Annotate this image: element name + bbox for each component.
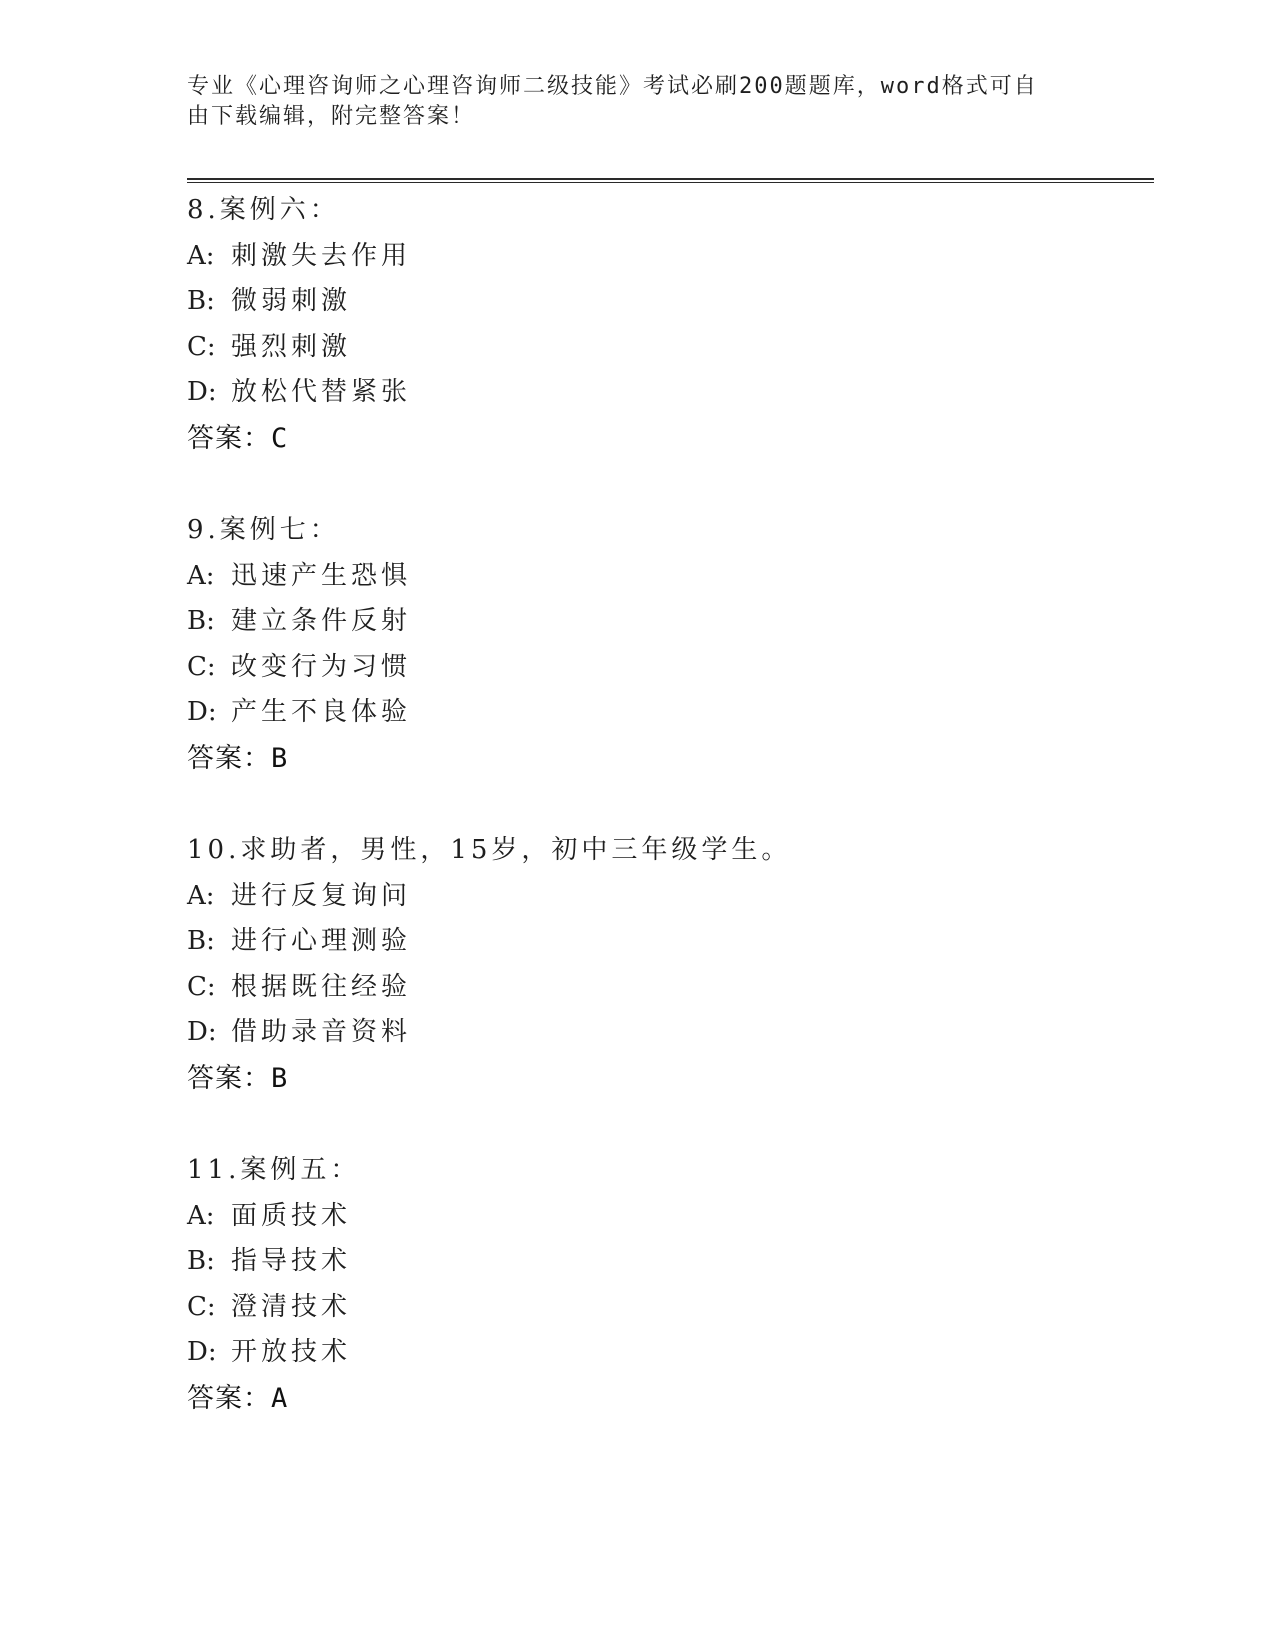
answer-value: B xyxy=(271,742,289,774)
question-item xyxy=(187,1148,1147,1421)
header-line-2: 由下载编辑，附完整答案！ xyxy=(187,104,476,129)
option-b xyxy=(187,279,1147,325)
option-letter: B: xyxy=(187,1246,215,1276)
answer-value: B xyxy=(271,1062,289,1094)
option-letter: D: xyxy=(187,377,217,407)
option-d xyxy=(187,1010,1147,1056)
question-item xyxy=(187,188,1147,461)
option-c xyxy=(187,965,1147,1011)
option-text: 改变行为习惯 xyxy=(231,651,412,682)
option-text: 指导技术 xyxy=(231,1246,352,1276)
answer-line xyxy=(187,1376,1147,1422)
answer-label: 答案： xyxy=(187,422,271,454)
answer-line xyxy=(187,416,1147,462)
question-stem: 11.案例五： xyxy=(187,1155,361,1185)
option-letter: A: xyxy=(187,240,215,271)
option-letter: C: xyxy=(187,971,216,1002)
option-text: 刺激失去作用 xyxy=(231,240,412,271)
header-line-1: 专业《心理咨询师之心理咨询师二级技能》考试必刷200题题库，word格式可自 xyxy=(187,74,1038,99)
option-text: 放松代替紧张 xyxy=(231,377,412,407)
option-letter: B: xyxy=(187,926,215,956)
option-a xyxy=(187,1194,1147,1240)
option-d xyxy=(187,1330,1147,1376)
answer-value: A xyxy=(271,1382,289,1414)
header-divider xyxy=(187,178,1154,183)
option-b xyxy=(187,1239,1147,1285)
option-text: 产生不良体验 xyxy=(231,697,412,727)
answer-line xyxy=(187,1056,1147,1102)
option-text: 面质技术 xyxy=(231,1200,352,1231)
option-text: 强烈刺激 xyxy=(231,331,352,362)
option-text: 开放技术 xyxy=(231,1337,352,1367)
option-letter: A: xyxy=(187,1200,215,1231)
option-letter: B: xyxy=(187,606,215,636)
answer-label: 答案： xyxy=(187,1382,271,1414)
option-letter: A: xyxy=(187,560,215,591)
option-letter: C: xyxy=(187,1291,216,1322)
option-c xyxy=(187,325,1147,371)
option-b xyxy=(187,919,1147,965)
question-stem: 10.求助者，男性，15岁，初中三年级学生。 xyxy=(187,835,792,865)
answer-value: C xyxy=(271,422,289,454)
answer-line xyxy=(187,736,1147,782)
option-a xyxy=(187,554,1147,600)
option-c xyxy=(187,645,1147,691)
question-list xyxy=(187,188,1147,1468)
option-text: 根据既往经验 xyxy=(231,971,412,1002)
option-letter: A: xyxy=(187,880,215,911)
option-text: 澄清技术 xyxy=(231,1291,352,1322)
option-c xyxy=(187,1285,1147,1331)
question-stem: 9.案例七： xyxy=(187,515,340,545)
option-text: 进行心理测验 xyxy=(231,926,412,956)
option-letter: C: xyxy=(187,331,216,362)
option-letter: C: xyxy=(187,651,216,682)
option-d xyxy=(187,690,1147,736)
option-letter: B: xyxy=(187,286,215,316)
option-text: 迅速产生恐惧 xyxy=(231,560,412,591)
answer-label: 答案： xyxy=(187,1062,271,1094)
question-item xyxy=(187,828,1147,1101)
question-item xyxy=(187,508,1147,781)
question-stem: 8.案例六： xyxy=(187,195,340,225)
option-d xyxy=(187,370,1147,416)
answer-label: 答案： xyxy=(187,742,271,774)
option-letter: D: xyxy=(187,697,217,727)
option-text: 微弱刺激 xyxy=(231,286,352,316)
option-text: 建立条件反射 xyxy=(231,606,412,636)
option-letter: D: xyxy=(187,1337,217,1367)
option-letter: D: xyxy=(187,1017,217,1047)
document-header xyxy=(187,72,1067,132)
option-b xyxy=(187,599,1147,645)
option-text: 进行反复询问 xyxy=(231,880,412,911)
option-a xyxy=(187,874,1147,920)
option-a xyxy=(187,234,1147,280)
option-text: 借助录音资料 xyxy=(231,1017,412,1047)
